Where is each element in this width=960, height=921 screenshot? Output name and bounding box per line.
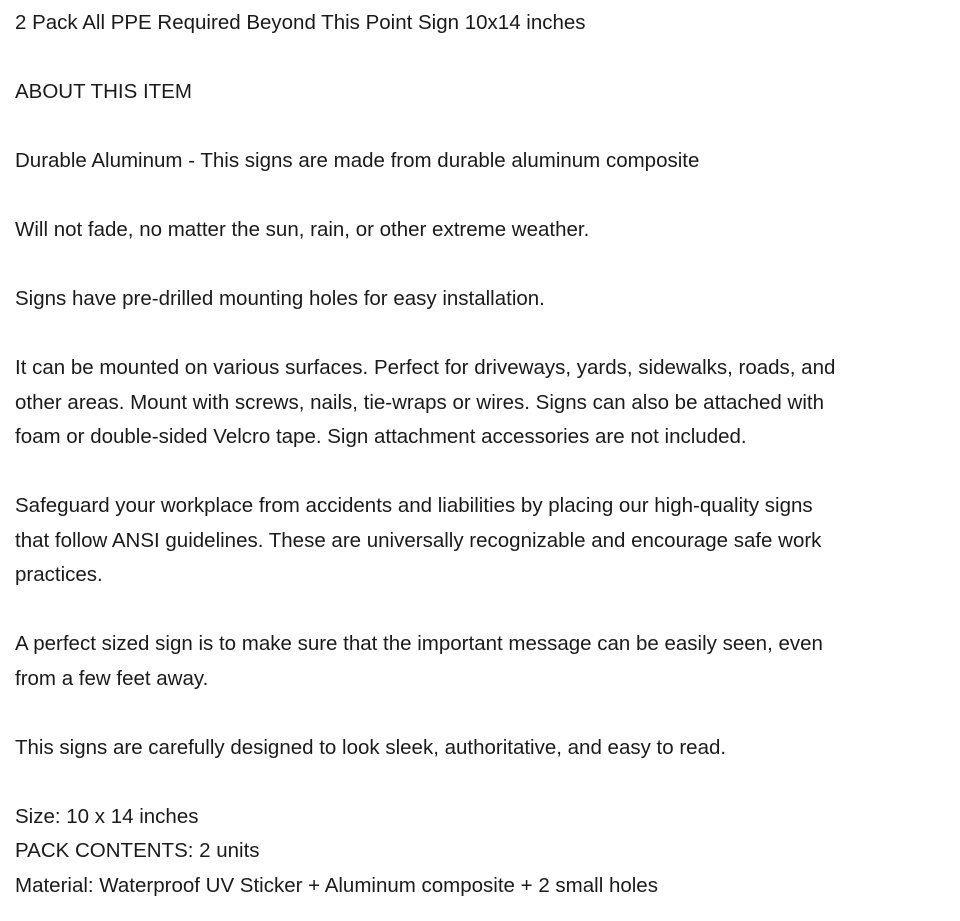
paragraph-weather <box>15 213 915 248</box>
product-description <box>15 6 915 903</box>
paragraph-line: It can be mounted on various surfaces. Perfect for driveways, yards, sidewalks, roads, and <box>15 356 836 379</box>
paragraph-line: Signs have pre-drilled mounting holes for easy installation. <box>15 287 545 310</box>
paragraph-line: This signs are carefully designed to look sleek, authoritative, and easy to read. <box>15 735 727 759</box>
paragraph-line: from a few feet away. <box>15 666 209 690</box>
paragraph-safeguard <box>15 489 915 593</box>
paragraph-line: other areas. Mount with screws, nails, tie-wraps or wires. Signs can also be attached with <box>15 390 824 414</box>
paragraph-line: Durable Aluminum - This signs are made from durable aluminum composite <box>15 149 700 172</box>
spec-pack-contents: PACK CONTENTS: 2 units <box>15 839 260 862</box>
paragraph-durable <box>15 144 915 179</box>
paragraph-sizing <box>15 627 915 696</box>
paragraph-design <box>15 731 915 766</box>
paragraph-line: that follow ANSI guidelines. These are universally recognizable and encourage safe work <box>15 528 822 552</box>
paragraph-mounting-surfaces <box>15 351 915 455</box>
paragraph-line: Will not fade, no matter the sun, rain, or other extreme weather. <box>15 218 590 241</box>
paragraph-line: foam or double-sided Velcro tape. Sign attachment accessories are not included. <box>15 425 747 448</box>
paragraph-line: Safeguard your workplace from accidents and liabilities by placing our high-quality signs <box>15 494 813 517</box>
spec-size: Size: 10 x 14 inches <box>15 804 199 828</box>
paragraph-mounting-holes <box>15 282 915 317</box>
spec-list <box>15 800 915 904</box>
about-heading: ABOUT THIS ITEM <box>15 80 192 103</box>
spec-material: Material: Waterproof UV Sticker + Aluminum composite + 2 small holes <box>15 873 658 897</box>
about-heading-block <box>15 75 915 110</box>
product-title: 2 Pack All PPE Required Beyond This Point Sign 10x14 inches <box>15 11 586 34</box>
product-title-block <box>15 6 915 41</box>
paragraph-line: A perfect sized sign is to make sure that the important message can be easily seen, even <box>15 632 823 655</box>
paragraph-line: practices. <box>15 563 103 586</box>
